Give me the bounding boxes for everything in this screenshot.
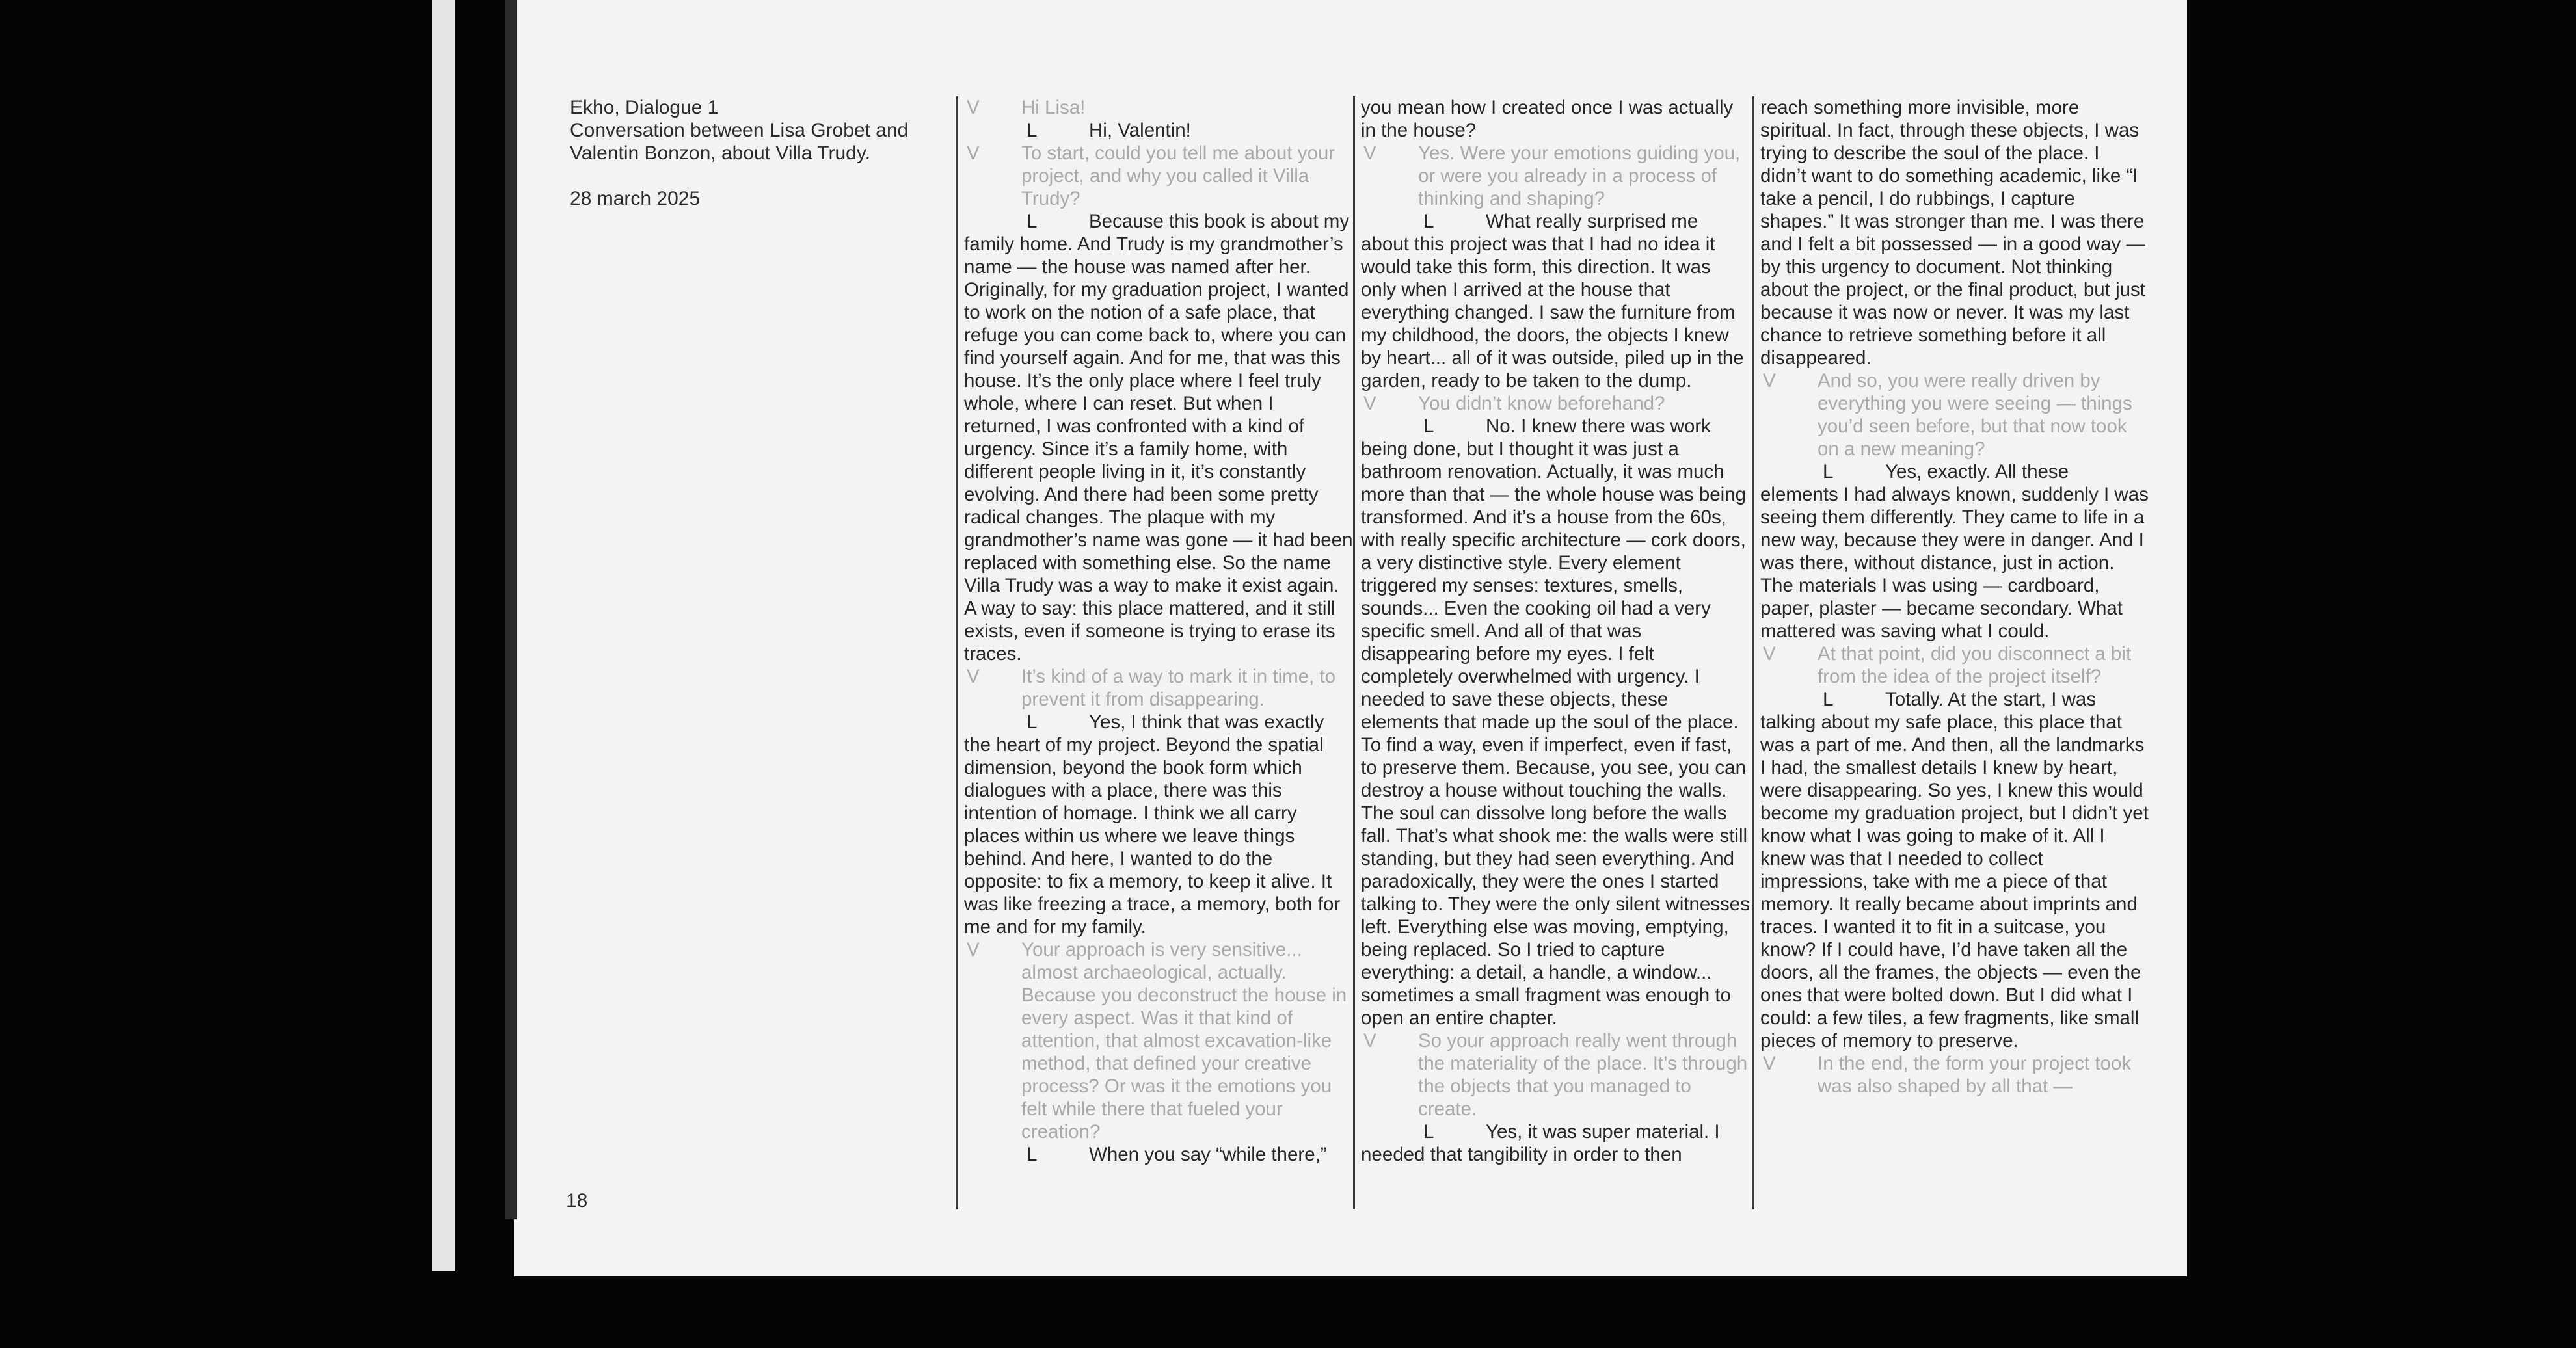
answer-paragraph [1361, 415, 1751, 1029]
article-subtitle: Conversation between Lisa Grobet and Valentin Bonzon, about Villa Trudy. [570, 120, 909, 164]
dialogue-text: Yes, it was super material. I needed that tangibility in order to then [1361, 1121, 1720, 1165]
speaker-mark: V [1363, 142, 1376, 164]
text-column-3 [1760, 96, 2151, 1215]
answer-paragraph [964, 1143, 1354, 1166]
speaker-mark: L [1423, 416, 1434, 437]
dialogue-text: And so, you were really driven by everything you were seeing — things you’d seen before, but that now took on a new meaning? [1818, 370, 2132, 460]
dialogue-text: When you say “while there,” [1089, 1144, 1327, 1165]
question-paragraph [1760, 369, 2151, 460]
speaker-mark: V [967, 97, 980, 118]
column-rule [956, 96, 958, 1209]
dialogue-text: Hi, Valentin! [1089, 120, 1191, 141]
speaker-mark: V [967, 939, 980, 960]
dialogue-text: you mean how I created once I was actually in the house? [1361, 97, 1734, 141]
speaker-mark: L [1026, 711, 1038, 733]
speaker-mark: L [1026, 120, 1038, 141]
answer-paragraph [1361, 1120, 1751, 1166]
dialogue-text: Yes, exactly. All these elements I had always known, suddenly I was seeing them differently. They came to life in a new way, because they were in danger. And I was there, without distance, just in action. The materials I was using — cardboard, paper, plaster — became secondary. What mattered was saving what I could. [1760, 461, 2149, 642]
dialogue-text: No. I knew there was work being done, but I thought it was just a bathroom renovation. Actually, it was much more than that — the whole house was being transformed. And it’s a house from the 60s, with really specific architecture — cork doors, a very distinctive style. Every element triggered my senses: textures, smells, sounds... Even the cooking oil had a very specific smell. And all of that was disappearing before my eyes. I felt completely overwhelmed with urgency. I needed to save these objects, these elements that made up the soul of the place. To find a way, even if imperfect, even if fast, to preserve them. Because, you see, you can destroy a house without touching the walls. The soul can dissolve long before the walls fall. That’s what shook me: the walls were still standing, but they had seen everything. And paradoxically, they were the ones I started talking to. They were the only silent witnesses left. Everything else was moving, emptying, being replaced. So I tried to capture everything: a detail, a handle, a window... sometimes a small fragment was enough to open an entire chapter. [1361, 416, 1750, 1029]
text-column-2 [1361, 96, 1751, 1215]
dialogue-text: In the end, the form your project took was also shaped by all that — [1818, 1053, 2132, 1097]
answer-paragraph [964, 711, 1354, 938]
dialogue-text: What really surprised me about this project was that I had no idea it would take this form, this direction. It was only when I arrived at the house that everything changed. I saw the furniture from my childhood, the doors, the objects I knew by heart... all of it was outside, piled up in the garden, ready to be taken to the dump. [1361, 211, 1744, 391]
dialogue-text: Yes. Were your emotions guiding you, or were you already in a process of thinking and shaping? [1418, 142, 1741, 209]
dialogue-text: Totally. At the start, I was talking about my safe place, this place that was a part of me. And then, all the landmarks I had, the smallest details I knew by heart, were disappearing. So yes, I knew this would become my graduation project, but I didn’t yet know what I was going to make of it. All I knew was that I needed to collect impressions, take with me a piece of that memory. It really became about imprints and traces. I wanted it to fit in a suitcase, you know? If I could have, I’d have taken all the doors, all the frames, the objects — even the ones that were bolted down. But I did what I could: a few tiles, a few fragments, like small pieces of memory to preserve. [1760, 689, 2149, 1051]
text-column-1 [964, 96, 1354, 1215]
speaker-mark: V [1363, 393, 1376, 414]
question-paragraph [964, 938, 1354, 1143]
article-header [570, 96, 934, 210]
speaker-mark: L [1026, 211, 1038, 232]
speaker-mark: L [1423, 211, 1434, 232]
dialogue-text: To start, could you tell me about your project, and why you called it Villa Trudy? [1021, 142, 1335, 209]
answer-paragraph [964, 210, 1354, 665]
dialogue-text: You didn’t know beforehand? [1418, 393, 1665, 414]
question-paragraph [1361, 1029, 1751, 1120]
dialogue-text: At that point, did you disconnect a bit from the idea of the project itself? [1818, 643, 2132, 687]
dialogue-text: Your approach is very sensitive... almost archaeological, actually. Because you deconstruct the house in every aspect. Was it that kind of attention, that almost excavation-like method, that defined your creative process? Or was it the emotions you felt while there that fueled your creation? [1021, 939, 1347, 1143]
question-paragraph [1361, 392, 1751, 415]
answer-paragraph [1361, 210, 1751, 392]
question-paragraph [964, 142, 1354, 210]
continued-paragraph [1760, 96, 2151, 369]
dialogue-text: So your approach really went through the materiality of the place. It’s through the objects that you managed to create. [1418, 1030, 1748, 1120]
question-paragraph [1760, 642, 2151, 688]
question-paragraph [964, 96, 1354, 119]
speaker-mark: L [1823, 461, 1834, 482]
speaker-mark: V [967, 666, 980, 687]
speaker-mark: V [1763, 643, 1776, 665]
speaker-mark: V [1363, 1030, 1376, 1051]
continued-paragraph [1361, 96, 1751, 142]
speaker-mark: V [1763, 1053, 1776, 1074]
speaker-mark: L [1423, 1121, 1434, 1143]
speaker-mark: V [1763, 370, 1776, 391]
dialogue-text: Because this book is about my family home. And Trudy is my grandmother’s name — the house was named after her. Originally, for my graduation project, I wanted to work on the notion of a safe place, that refuge you can come back to, where you can find yourself again. And for me, that was this house. It’s the only place where I feel truly whole, where I can reset. But when I returned, I was confronted with a kind of urgency. Since it’s a family home, with different people living in it, it’s constantly evolving. And there had been some pretty radical changes. The plaque with my grandmother’s name was gone — it had been replaced with something else. So the name Villa Trudy was a way to make it exist again. A way to say: this place mattered, and it still exists, even if someone is trying to erase its traces. [964, 211, 1353, 665]
dialogue-text: Yes, I think that was exactly the heart of my project. Beyond the spatial dimension, beyond the book form which dialogues with a place, there was this intention of homage. I think we all carry places within us where we leave things behind. And here, I wanted to do the opposite: to fix a memory, to keep it alive. It was like freezing a trace, a memory, both for me and for my family. [964, 711, 1341, 938]
article-date: 28 march 2025 [570, 188, 701, 209]
answer-paragraph [1760, 460, 2151, 642]
article-title: Ekho, Dialogue 1 [570, 97, 719, 118]
speaker-mark: V [967, 142, 980, 164]
dialogue-text: Hi Lisa! [1021, 97, 1086, 118]
dialogue-text: reach something more invisible, more spiritual. In fact, through these objects, I was trying to describe the soul of the place. I didn’t want to do something academic, like “I take a pencil, I do rubbings, I capture shapes.” It was stronger than me. I was there and I felt a bit possessed — in a good way — by this urgency to document. Not thinking about the project, or the final product, but just because it was now or never. It was my last chance to retrieve something before it all disappeared. [1760, 97, 2146, 369]
answer-paragraph [964, 119, 1354, 142]
question-paragraph [1361, 142, 1751, 210]
speaker-mark: L [1823, 689, 1834, 710]
page-number: 18 [566, 1190, 588, 1211]
speaker-mark: L [1026, 1144, 1038, 1165]
answer-paragraph [1760, 688, 2151, 1052]
page-edge [432, 0, 455, 1271]
book-spine [505, 0, 517, 1219]
question-paragraph [1760, 1052, 2151, 1098]
column-rule [1752, 96, 1754, 1209]
dialogue-text: It’s kind of a way to mark it in time, to prevent it from disappearing. [1021, 666, 1336, 710]
question-paragraph [964, 665, 1354, 711]
